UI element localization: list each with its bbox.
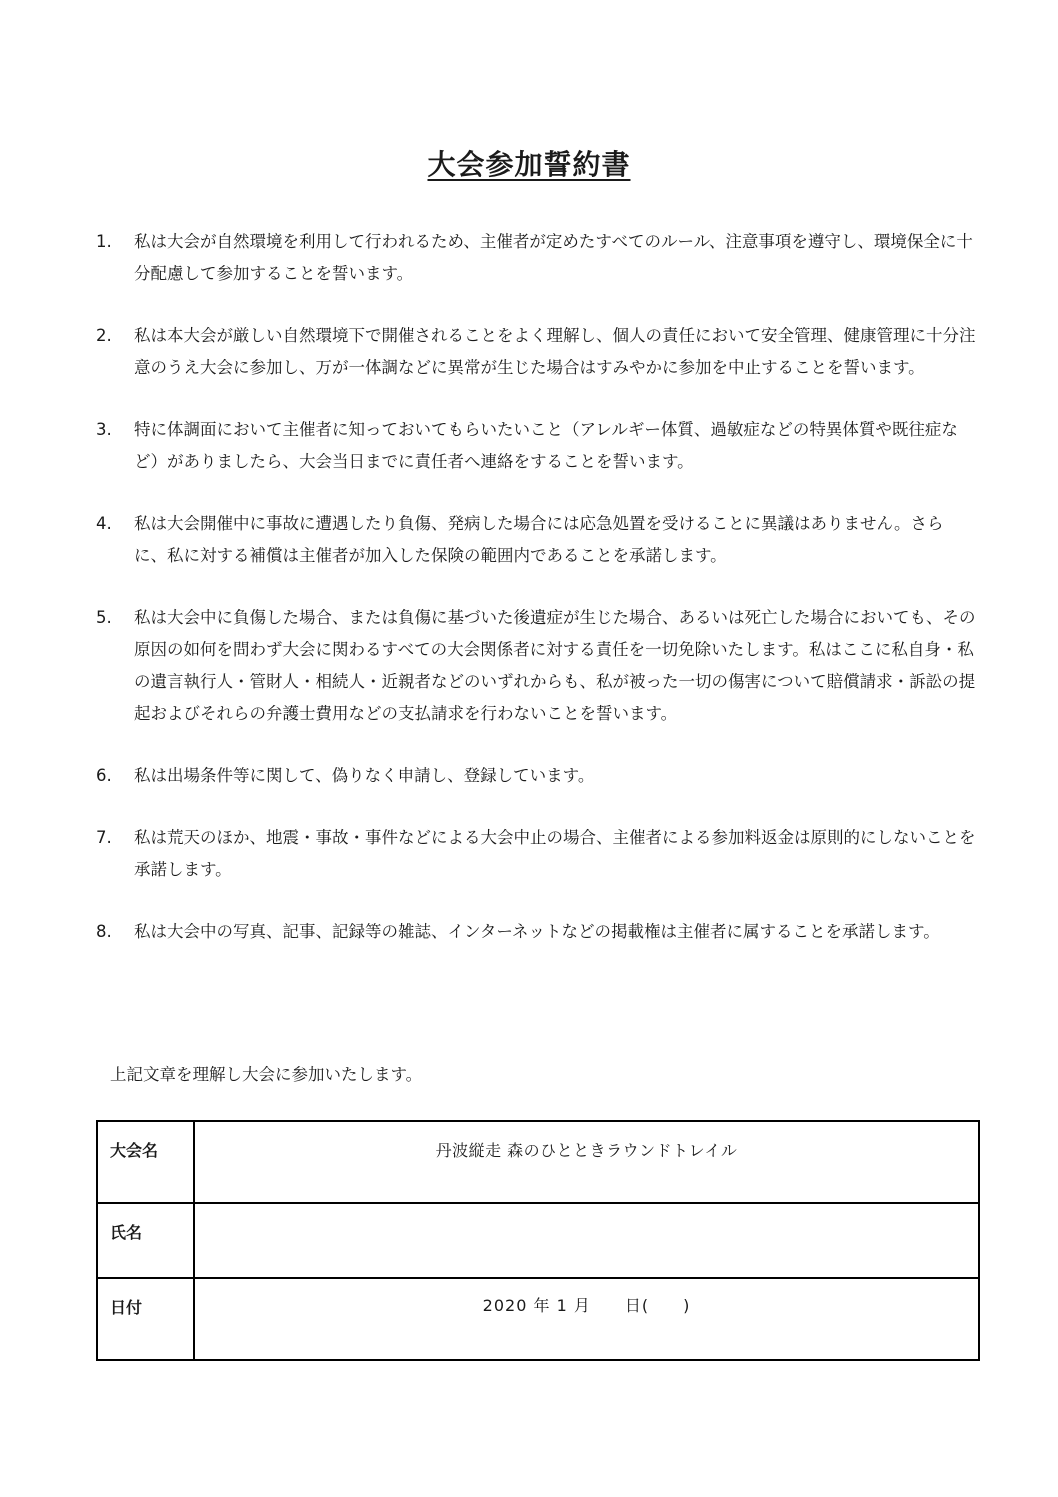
clause-text: 私は大会開催中に事故に遭遇したり負傷、発病した場合には応急処置を受けることに異議はありません。さらに、私に対する補償は主催者が加入した保険の範囲内であることを承諾します。 [134, 514, 944, 565]
clause-number: 6. [96, 766, 112, 785]
clause-text: 私は大会が自然環境を利用して行われるため、主催者が定めたすべてのルール、注意事項を遵守し、環境保全に十分配慮して参加することを誓います。 [134, 232, 973, 283]
event-value: 丹波縦走 森のひとときラウンドトレイル [194, 1121, 979, 1203]
clause-item [96, 320, 976, 384]
name-row [97, 1203, 979, 1278]
clause-item [96, 508, 976, 572]
entry-form-table [96, 1120, 980, 1361]
clause-number: 4. [96, 514, 112, 533]
date-row [97, 1278, 979, 1360]
clause-item [96, 916, 976, 948]
clause-number: 1. [96, 232, 112, 251]
clause-list [96, 226, 976, 978]
clause-text: 私は本大会が厳しい自然環境下で開催されることをよく理解し、個人の責任において安全管理、健康管理に十分注意のうえ大会に参加し、万が一体調などに異常が生じた場合はすみやかに参加を中止することを誓います。 [134, 326, 976, 377]
clause-text: 私は荒天のほか、地震・事故・事件などによる大会中止の場合、主催者による参加料返金は原則的にしないことを承諾します。 [134, 828, 976, 879]
page-title-text: 大会参加誓約書 [427, 148, 631, 181]
clause-number: 7. [96, 828, 112, 847]
clause-text: 私は大会中に負傷した場合、または負傷に基づいた後遺症が生じた場合、あるいは死亡した場合においても、その原因の如何を問わず大会に関わるすべての大会関係者に対する責任を一切免除いたします。私はここに私自身・私の遺言執行人・管財人・相続人・近親者などのいずれからも、私が被った一切の傷害について賠償請求・訴訟の提起およびそれらの弁護士費用などの支払請求を行わないことを誓います。 [134, 608, 976, 723]
event-label: 大会名 [97, 1121, 194, 1203]
clause-text: 私は出場条件等に関して、偽りなく申請し、登録しています。 [134, 766, 595, 785]
clause-number: 2. [96, 326, 112, 345]
date-field[interactable]: 2020 年 1 月 日( ) [194, 1278, 979, 1360]
clause-item [96, 822, 976, 886]
name-label: 氏名 [97, 1203, 194, 1278]
clause-number: 5. [96, 608, 112, 627]
clause-text: 特に体調面において主催者に知っておいてもらいたいこと（アレルギー体質、過敏症などの特異体質や既往症など）がありましたら、大会当日までに責任者へ連絡をすることを誓います。 [134, 420, 958, 471]
closing-statement: 上記文章を理解し大会に参加いたします。 [110, 1065, 423, 1084]
name-field[interactable] [194, 1203, 979, 1278]
date-label: 日付 [97, 1278, 194, 1360]
event-row [97, 1121, 979, 1203]
clause-item [96, 602, 976, 730]
page-title [0, 143, 1058, 183]
clause-item [96, 414, 976, 478]
clause-text: 私は大会中の写真、記事、記録等の雑誌、インターネットなどの掲載権は主催者に属することを承諾します。 [134, 922, 940, 941]
clause-number: 8. [96, 922, 112, 941]
clause-item [96, 760, 976, 792]
clause-item [96, 226, 976, 290]
clause-number: 3. [96, 420, 112, 439]
